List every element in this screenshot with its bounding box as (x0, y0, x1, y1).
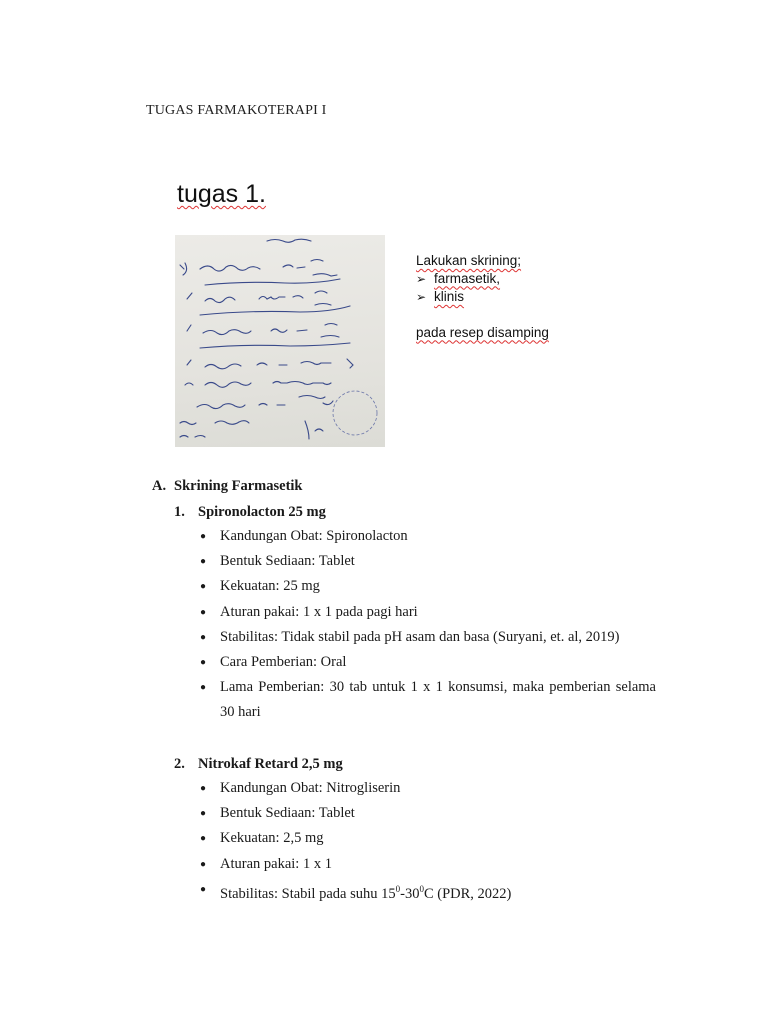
handwritten-prescription-icon (175, 235, 385, 447)
document-header: TUGAS FARMAKOTERAPI I (146, 103, 327, 118)
drug-item-heading (174, 756, 343, 773)
list-item (200, 877, 656, 907)
degree-mark: 0 (419, 883, 424, 894)
list-item: ● Kandungan Obat: Spironolacton (200, 524, 656, 549)
list-item: ● Aturan pakai: 1 x 1 (200, 852, 656, 877)
section-title-text: Skrining Farmasetik (174, 478, 303, 494)
drug-item-number: 2. (174, 756, 185, 772)
slide-title (177, 180, 266, 209)
section-letter: A. (152, 478, 167, 494)
instruction-item-text: klinis (434, 289, 465, 304)
list-item: ● Stabilitas: Tidak stabil pada pH asam dan basa (Suryani, et. al, 2019) (200, 625, 656, 650)
list-item: ● Kekuatan: 2,5 mg (200, 826, 656, 851)
list-item: ● Bentuk Sediaan: Tablet (200, 549, 656, 574)
list-item: ● Bentuk Sediaan: Tablet (200, 801, 656, 826)
drug-detail-list (200, 524, 656, 726)
instruction-item-text: farmasetik, (434, 270, 501, 286)
instruction-lead (416, 252, 549, 270)
degree-mark: 0 (395, 883, 401, 894)
drug-item-number: 1. (174, 504, 185, 520)
instruction-lead-text: Lakukan skrining; (416, 253, 522, 268)
list-item: ● Kekuatan: 25 mg (200, 574, 656, 599)
list-item: ● Kandungan Obat: Nitrogliserin (200, 776, 656, 801)
instruction-item (416, 288, 549, 307)
embedded-slide (150, 158, 662, 450)
prescription-photo (175, 235, 385, 447)
list-item: ● Lama Pemberian: 30 tab untuk 1 x 1 konsumsi, maka pemberian selama 30 hari (200, 675, 656, 725)
slide-instructions (416, 252, 549, 341)
instruction-item (416, 270, 549, 289)
arrow-bullet-icon: ➢ (416, 271, 427, 286)
slide-title-text: tugas 1. (177, 180, 266, 208)
drug-item-title: Nitrokaf Retard 2,5 mg (198, 756, 343, 772)
list-item: ● Aturan pakai: 1 x 1 pada pagi hari (200, 600, 656, 625)
arrow-bullet-icon: ➢ (416, 290, 427, 304)
stability-mid: -30 (400, 885, 420, 902)
instruction-note-text: pada resep disamping (416, 324, 549, 340)
stability-prefix: Stabilitas: Stabil pada suhu 15 (220, 885, 396, 902)
list-item: ● Cara Pemberian: Oral (200, 650, 656, 675)
instruction-note (416, 324, 549, 342)
drug-item-title: Spironolacton 25 mg (198, 504, 326, 520)
stability-suffix: C (PDR, 2022) (423, 885, 512, 902)
drug-detail-list (200, 776, 656, 907)
drug-item-heading (174, 504, 326, 521)
section-title (152, 478, 303, 495)
